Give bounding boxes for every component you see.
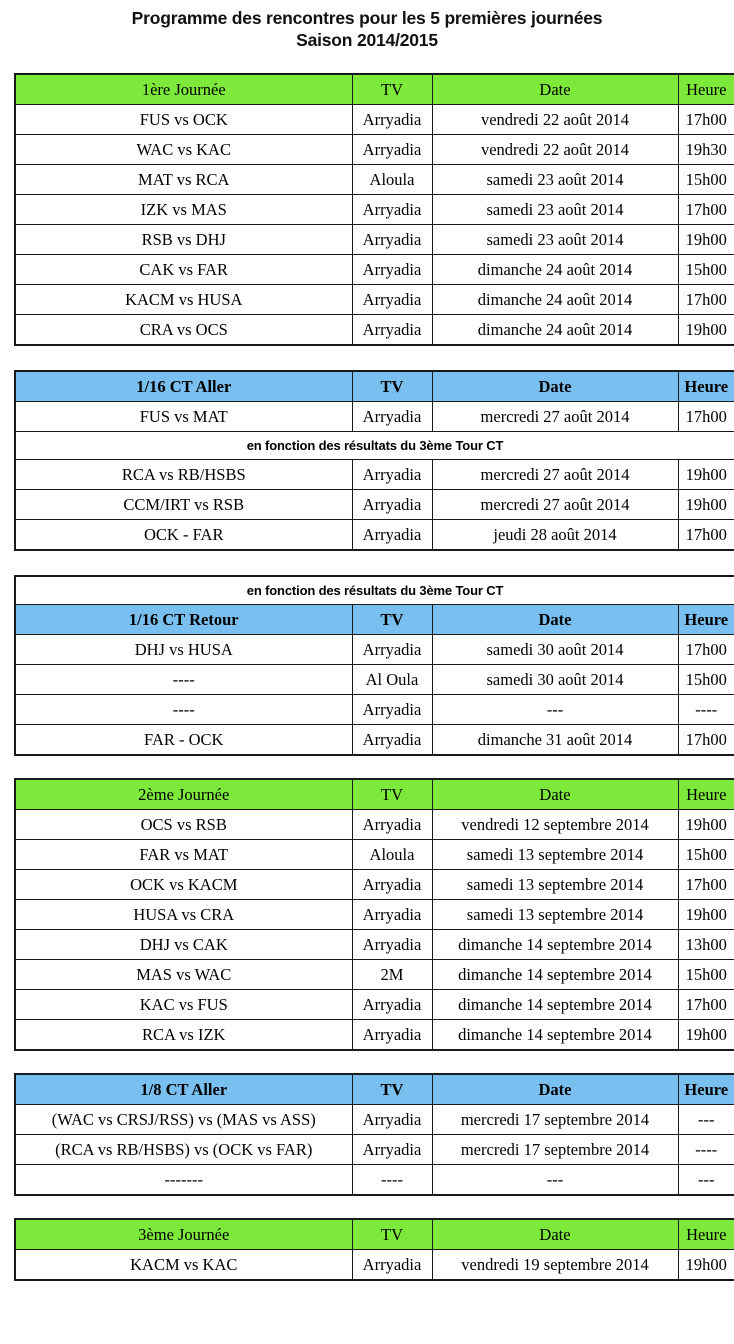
cell-date: vendredi 19 septembre 2014 [432, 1250, 678, 1281]
schedule-table-wrapper [7, 73, 727, 346]
table-row [15, 930, 734, 960]
table-row [15, 315, 734, 346]
cell-heure: 17h00 [678, 285, 734, 315]
cell-match: OCK - FAR [15, 520, 352, 551]
cell-tv: Arryadia [352, 1135, 432, 1165]
table-header-date: Date [432, 779, 678, 810]
table-row [15, 135, 734, 165]
cell-match: RCA vs IZK [15, 1020, 352, 1051]
cell-match: ---- [15, 695, 352, 725]
table-row [15, 900, 734, 930]
table-row [15, 520, 734, 551]
schedule-table-wrapper [7, 370, 727, 551]
cell-heure: 17h00 [678, 402, 734, 432]
cell-heure: 19h00 [678, 1020, 734, 1051]
schedule-table [14, 1073, 734, 1196]
cell-heure: 19h00 [678, 1250, 734, 1281]
table-header-date: Date [432, 74, 678, 105]
cell-heure: 19h00 [678, 460, 734, 490]
table-header-tv: TV [352, 605, 432, 635]
cell-date: samedi 13 septembre 2014 [432, 840, 678, 870]
table-note-row [15, 576, 734, 605]
cell-match: (RCA vs RB/HSBS) vs (OCK vs FAR) [15, 1135, 352, 1165]
cell-heure: 13h00 [678, 930, 734, 960]
table-row [15, 1165, 734, 1196]
table-header-title: 1/16 CT Retour [15, 605, 352, 635]
table-note-text: en fonction des résultats du 3ème Tour CT [15, 432, 734, 460]
table-header-heure: Heure [678, 1074, 734, 1105]
table-row [15, 1020, 734, 1051]
cell-tv: Aloula [352, 165, 432, 195]
cell-match: FAR - OCK [15, 725, 352, 756]
cell-heure: 17h00 [678, 990, 734, 1020]
cell-tv: Arryadia [352, 1020, 432, 1051]
table-row [15, 195, 734, 225]
cell-match: MAS vs WAC [15, 960, 352, 990]
cell-date: jeudi 28 août 2014 [432, 520, 678, 551]
table-spacer [0, 346, 734, 370]
cell-match: HUSA vs CRA [15, 900, 352, 930]
cell-tv: Arryadia [352, 135, 432, 165]
cell-match: DHJ vs CAK [15, 930, 352, 960]
table-row [15, 810, 734, 840]
table-row [15, 225, 734, 255]
cell-match: FUS vs MAT [15, 402, 352, 432]
cell-date: --- [432, 1165, 678, 1196]
page-title-line-2: Saison 2014/2015 [296, 30, 438, 50]
cell-tv: Arryadia [352, 990, 432, 1020]
cell-date: dimanche 14 septembre 2014 [432, 960, 678, 990]
cell-heure: 17h00 [678, 520, 734, 551]
cell-match: IZK vs MAS [15, 195, 352, 225]
cell-tv: Arryadia [352, 285, 432, 315]
schedule-table [14, 370, 734, 551]
cell-date: samedi 30 août 2014 [432, 665, 678, 695]
table-header-heure: Heure [678, 605, 734, 635]
table-row [15, 990, 734, 1020]
cell-tv: Arryadia [352, 870, 432, 900]
table-spacer [0, 1051, 734, 1073]
cell-match: CRA vs OCS [15, 315, 352, 346]
cell-tv: Arryadia [352, 460, 432, 490]
cell-tv: Arryadia [352, 1105, 432, 1135]
table-row [15, 165, 734, 195]
cell-heure: 19h00 [678, 900, 734, 930]
table-header-row [15, 1074, 734, 1105]
table-header-row [15, 1219, 734, 1250]
cell-date: samedi 23 août 2014 [432, 225, 678, 255]
table-header-tv: TV [352, 74, 432, 105]
cell-date: mercredi 17 septembre 2014 [432, 1105, 678, 1135]
cell-heure: 17h00 [678, 725, 734, 756]
cell-tv: Arryadia [352, 810, 432, 840]
cell-date: vendredi 22 août 2014 [432, 105, 678, 135]
cell-heure: 19h00 [678, 225, 734, 255]
cell-heure: ---- [678, 1135, 734, 1165]
cell-heure: 17h00 [678, 635, 734, 665]
cell-match: KACM vs HUSA [15, 285, 352, 315]
table-header-tv: TV [352, 371, 432, 402]
schedule-table-wrapper [7, 778, 727, 1051]
table-row [15, 635, 734, 665]
cell-match: CAK vs FAR [15, 255, 352, 285]
page-title-line-1: Programme des rencontres pour les 5 premières journées [131, 8, 603, 28]
cell-heure: 17h00 [678, 105, 734, 135]
table-spacer [0, 756, 734, 778]
table-row [15, 870, 734, 900]
cell-heure: 19h00 [678, 810, 734, 840]
cell-date: samedi 23 août 2014 [432, 195, 678, 225]
cell-heure: 15h00 [678, 665, 734, 695]
cell-match: WAC vs KAC [15, 135, 352, 165]
cell-date: mercredi 27 août 2014 [432, 490, 678, 520]
table-spacer [0, 51, 734, 73]
cell-match: ------- [15, 1165, 352, 1196]
cell-tv: Arryadia [352, 930, 432, 960]
table-row [15, 1105, 734, 1135]
cell-tv: Arryadia [352, 225, 432, 255]
cell-match: CCM/IRT vs RSB [15, 490, 352, 520]
schedule-table-wrapper [7, 1073, 727, 1196]
table-header-tv: TV [352, 779, 432, 810]
cell-heure: 19h30 [678, 135, 734, 165]
cell-tv: Arryadia [352, 195, 432, 225]
table-row [15, 960, 734, 990]
table-row [15, 725, 734, 756]
table-header-row [15, 605, 734, 635]
cell-heure: --- [678, 1105, 734, 1135]
table-row [15, 490, 734, 520]
cell-heure: 15h00 [678, 165, 734, 195]
table-spacer [0, 551, 734, 575]
table-header-date: Date [432, 371, 678, 402]
cell-heure: 17h00 [678, 195, 734, 225]
cell-date: mercredi 17 septembre 2014 [432, 1135, 678, 1165]
cell-date: mercredi 27 août 2014 [432, 402, 678, 432]
cell-heure: 15h00 [678, 255, 734, 285]
table-row [15, 695, 734, 725]
table-note-text: en fonction des résultats du 3ème Tour CT [15, 576, 734, 605]
cell-heure: ---- [678, 695, 734, 725]
cell-match: FUS vs OCK [15, 105, 352, 135]
cell-tv: Arryadia [352, 725, 432, 756]
table-header-date: Date [432, 1219, 678, 1250]
table-spacer [0, 1196, 734, 1218]
cell-match: ---- [15, 665, 352, 695]
cell-tv: ---- [352, 1165, 432, 1196]
table-header-title: 2ème Journée [15, 779, 352, 810]
page-title [0, 0, 734, 51]
table-header-row [15, 74, 734, 105]
cell-match: OCK vs KACM [15, 870, 352, 900]
table-header-row [15, 779, 734, 810]
table-row [15, 105, 734, 135]
table-header-tv: TV [352, 1074, 432, 1105]
cell-date: mercredi 27 août 2014 [432, 460, 678, 490]
cell-match: KAC vs FUS [15, 990, 352, 1020]
table-header-title: 1/8 CT Aller [15, 1074, 352, 1105]
schedule-table-wrapper [7, 1218, 727, 1281]
cell-match: DHJ vs HUSA [15, 635, 352, 665]
table-row [15, 255, 734, 285]
cell-heure: 19h00 [678, 490, 734, 520]
cell-date: dimanche 14 septembre 2014 [432, 930, 678, 960]
cell-tv: Arryadia [352, 490, 432, 520]
schedule-table [14, 575, 734, 756]
cell-date: dimanche 14 septembre 2014 [432, 990, 678, 1020]
cell-heure: 15h00 [678, 960, 734, 990]
cell-match: RCA vs RB/HSBS [15, 460, 352, 490]
cell-tv: Arryadia [352, 255, 432, 285]
table-header-heure: Heure [678, 74, 734, 105]
cell-tv: Arryadia [352, 900, 432, 930]
table-header-heure: Heure [678, 371, 734, 402]
cell-match: FAR vs MAT [15, 840, 352, 870]
table-header-row [15, 371, 734, 402]
cell-date: dimanche 31 août 2014 [432, 725, 678, 756]
cell-tv: Arryadia [352, 695, 432, 725]
table-row [15, 402, 734, 432]
cell-tv: Arryadia [352, 635, 432, 665]
schedule-table [14, 778, 734, 1051]
cell-tv: Al Oula [352, 665, 432, 695]
cell-date: dimanche 24 août 2014 [432, 255, 678, 285]
cell-heure: 15h00 [678, 840, 734, 870]
cell-date: vendredi 22 août 2014 [432, 135, 678, 165]
cell-date: --- [432, 695, 678, 725]
cell-tv: Arryadia [352, 105, 432, 135]
cell-match: RSB vs DHJ [15, 225, 352, 255]
cell-date: samedi 23 août 2014 [432, 165, 678, 195]
table-row [15, 1250, 734, 1281]
cell-date: samedi 13 septembre 2014 [432, 870, 678, 900]
cell-heure: --- [678, 1165, 734, 1196]
table-note-row [15, 432, 734, 460]
schedule-tables-container [0, 51, 734, 1281]
table-header-heure: Heure [678, 779, 734, 810]
table-row [15, 1135, 734, 1165]
cell-date: samedi 30 août 2014 [432, 635, 678, 665]
table-row [15, 460, 734, 490]
cell-tv: Arryadia [352, 520, 432, 551]
cell-match: KACM vs KAC [15, 1250, 352, 1281]
table-header-date: Date [432, 1074, 678, 1105]
table-header-tv: TV [352, 1219, 432, 1250]
cell-match: MAT vs RCA [15, 165, 352, 195]
cell-match: (WAC vs CRSJ/RSS) vs (MAS vs ASS) [15, 1105, 352, 1135]
table-row [15, 665, 734, 695]
schedule-table [14, 1218, 734, 1281]
table-row [15, 285, 734, 315]
cell-date: samedi 13 septembre 2014 [432, 900, 678, 930]
table-header-title: 3ème Journée [15, 1219, 352, 1250]
table-header-date: Date [432, 605, 678, 635]
table-header-heure: Heure [678, 1219, 734, 1250]
cell-tv: Aloula [352, 840, 432, 870]
schedule-table [14, 73, 734, 346]
cell-date: dimanche 14 septembre 2014 [432, 1020, 678, 1051]
cell-tv: Arryadia [352, 1250, 432, 1281]
cell-match: OCS vs RSB [15, 810, 352, 840]
cell-tv: 2M [352, 960, 432, 990]
table-row [15, 840, 734, 870]
table-header-title: 1/16 CT Aller [15, 371, 352, 402]
cell-date: dimanche 24 août 2014 [432, 315, 678, 346]
cell-tv: Arryadia [352, 315, 432, 346]
cell-date: vendredi 12 septembre 2014 [432, 810, 678, 840]
cell-heure: 19h00 [678, 315, 734, 346]
cell-date: dimanche 24 août 2014 [432, 285, 678, 315]
table-header-title: 1ère Journée [15, 74, 352, 105]
schedule-table-wrapper [7, 575, 727, 756]
cell-heure: 17h00 [678, 870, 734, 900]
cell-tv: Arryadia [352, 402, 432, 432]
